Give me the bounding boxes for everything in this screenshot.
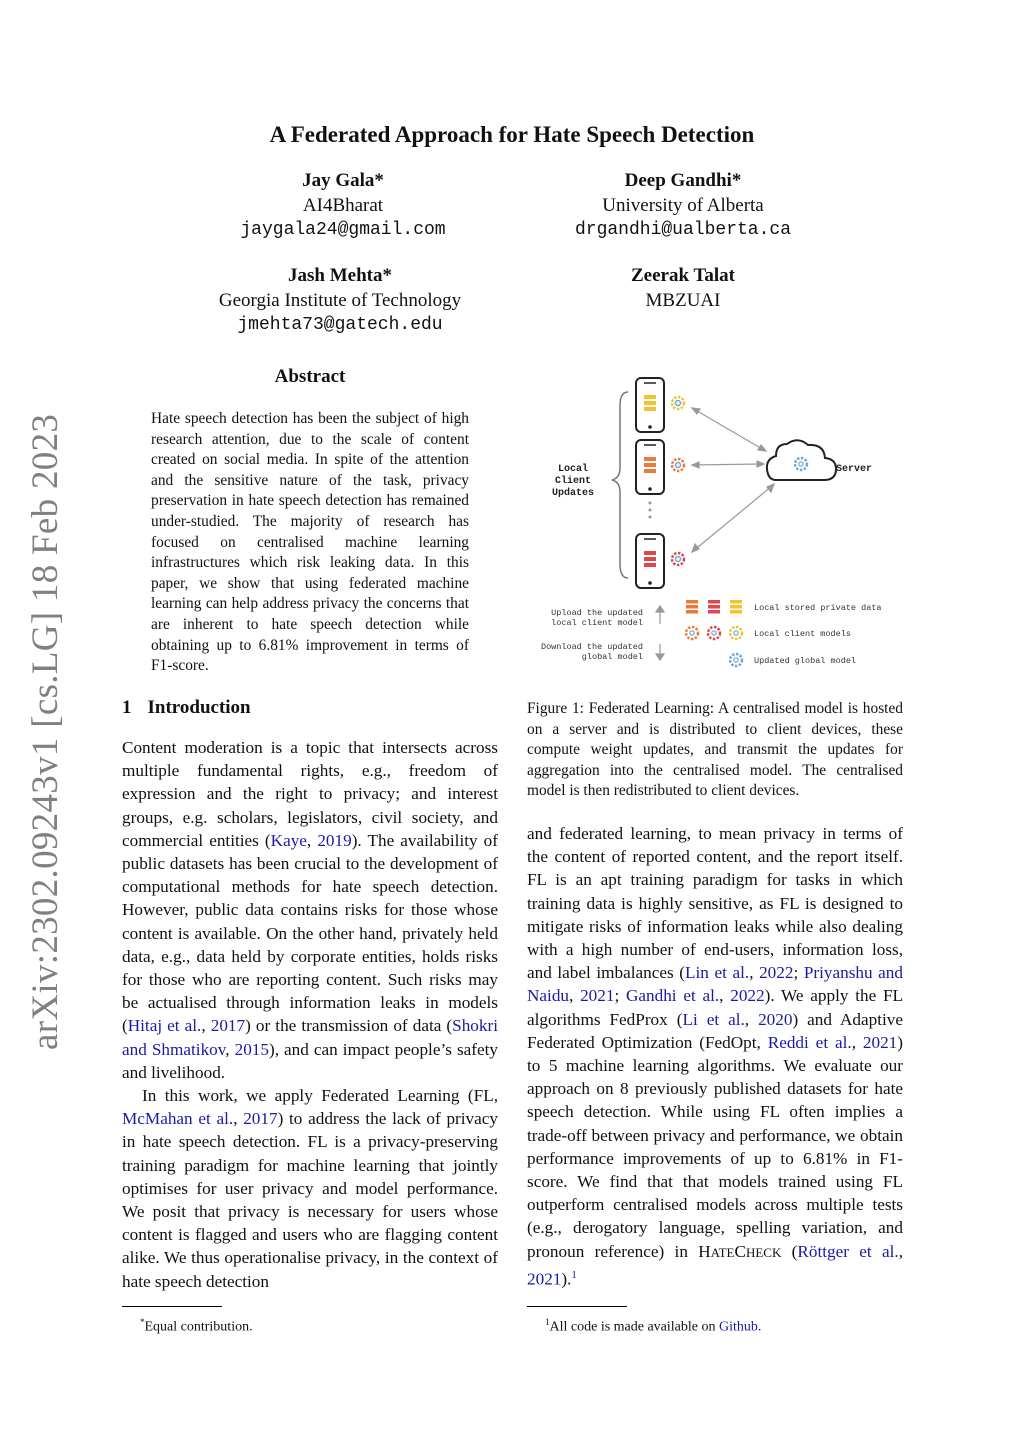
- section-heading: [122, 697, 251, 719]
- author-affiliation: AI4Bharat: [302, 195, 384, 216]
- legend-upload: local client model: [551, 618, 643, 628]
- author-block-1: [163, 168, 523, 243]
- client-model-gear-icons: [686, 627, 742, 639]
- phone-icon: [636, 534, 664, 588]
- author-block-4: [503, 263, 863, 313]
- author-email[interactable]: jmehta73@gatech.edu: [237, 315, 443, 335]
- citation-link[interactable]: McMahan et al.: [122, 1109, 234, 1129]
- global-model-gear-icon: [730, 654, 742, 666]
- citation-year-link[interactable]: 2021: [527, 1269, 562, 1289]
- footnote-rule: [122, 1306, 222, 1307]
- intro-left-column: [122, 736, 498, 1293]
- intro-right-column: [527, 822, 903, 1291]
- citation-link[interactable]: Gandhi et al.: [625, 986, 720, 1006]
- phone-icon: [636, 440, 664, 494]
- author-affiliation: University of Alberta: [602, 195, 764, 216]
- citation-link[interactable]: Röttger et al.: [797, 1241, 899, 1261]
- server-label: Server: [836, 464, 873, 475]
- citation-year-link[interactable]: 2021: [862, 1032, 898, 1052]
- author-affiliation: Georgia Institute of Technology: [218, 290, 462, 311]
- data-stack-icons: [686, 600, 742, 614]
- citation-link[interactable]: Shokri and Shmatikov: [122, 1016, 498, 1059]
- author-affiliation: MBZUAI: [645, 290, 721, 311]
- footnote-marker[interactable]: 1: [571, 1268, 577, 1281]
- author-name: Deep Gandhi*: [624, 170, 742, 191]
- paper-title: A Federated Approach for Hate Speech Detection: [269, 122, 755, 147]
- footnote-rule: [527, 1306, 627, 1307]
- federated-learning-figure: [540, 372, 900, 672]
- author-name: Jash Mehta*: [288, 265, 392, 286]
- citation-link[interactable]: Hitaj et al.: [127, 1016, 202, 1036]
- legend-private-data: Local stored private data: [754, 603, 882, 613]
- intro-paragraph-2-cont: and federated learning, to mean privacy in terms of the content of reported content, and the report itself. FL is an apt training paradigm for tasks in which training data is highly sensitive, as FL is designed to mitigate risks of information leaks while also dealing with a high number of end-users, information loss, and label imbalances (Lin et al., 2022; Priyanshu and Naidu, 2021; Gandhi et al., 2022). We apply the FL algorithms FedProx (Li et al., 2020) and Adaptive Federated Optimization (FedOpt, Reddi et al., 2021) to 5 machine learning algorithms. We evaluate our approach on 8 previously published datasets for hate speech detection. While using FL often implies a trade-off between privacy and performance, we obtain performance improvements of up to 6.81% in F1-score. We find that that models trained using FL outperform centralised models across multiple tests (e.g., derogatory language, spelling variation, and pronoun reference) in HATECHECK (Röttger et al., 2021).$^1$: [527, 824, 904, 1289]
- gear-icon: [672, 553, 684, 565]
- arrows: [692, 408, 774, 552]
- hatecheck-name: HATECHECK: [698, 1241, 782, 1261]
- gear-icon: [672, 397, 684, 409]
- gear-icon: [672, 459, 684, 471]
- author-name: Jay Gala*: [302, 170, 384, 191]
- author-block-3: [160, 263, 520, 338]
- citation-year-link[interactable]: 2020: [758, 1009, 793, 1029]
- citation-link[interactable]: Priyanshu and Naidu: [527, 963, 903, 1006]
- footnote-code: $^1$All code is made available on Github.: [545, 1317, 762, 1335]
- citation-year-link[interactable]: 2017: [243, 1109, 278, 1129]
- abstract-text: Hate speech detection has been the subject of high research attention, due to the scale of content created on social media. In spite of the attention and the sensitive nature of the task, privacy preservation in hate speech detection has remained under-studied. The majority of research has focused on centralised machine learning infrastructures which risk leaking data. In this paper, we show that using federated machine learning can help address privacy the concerns that are inherent to hate speech detection while obtaining up to 6.81% improvement in terms of F1-score.: [151, 410, 469, 675]
- footnote-equal-contribution: *Equal contribution.: [140, 1317, 253, 1335]
- arrow-up-icon: [656, 606, 664, 624]
- legend-global-model: Updated global model: [754, 656, 857, 666]
- legend-client-models: Local client models: [754, 629, 851, 639]
- phone-icon: [636, 378, 664, 432]
- legend-download: global model: [581, 652, 643, 662]
- legend-download: Download the updated: [540, 642, 643, 652]
- author-email[interactable]: jaygala24@gmail.com: [240, 220, 446, 240]
- local-client-label: Local: [557, 464, 589, 475]
- intro-paragraph-1: Content moderation is a topic that intersects across multiple fundamental rights, e.g., freedom of expression and the right to privacy; and interest groups, e.g. scholars, legislators, civil society, and commercial entities (Kaye, 2019). The availability of public datasets has been crucial to the development of computational methods for hate speech detection. However, public data contains risks for those whose content is available. On the other hand, privately held data, e.g., data held by corporate entities, holds risks for those who are reporting content. Such risks may be actualised through information leaks in models (Hitaj et al., 2017) or the transmission of data (Shokri and Shmatikov, 2015), and can impact people’s safety and livelihood.: [122, 738, 498, 1082]
- local-client-label: Client: [554, 476, 592, 487]
- arrow-down-icon: [656, 644, 664, 660]
- author-email[interactable]: drgandhi@ualberta.ca: [574, 220, 792, 240]
- section-title: Introduction: [147, 697, 251, 718]
- section-number: 1: [122, 697, 132, 718]
- arxiv-stamp: arXiv:2302.09243v1 [cs.LG] 18 Feb 2023: [25, 413, 66, 1050]
- citation-year-link[interactable]: 2022: [759, 963, 794, 983]
- brace: [612, 392, 628, 578]
- citation-year-link[interactable]: 2017: [210, 1016, 246, 1036]
- legend-upload: Upload the updated: [551, 608, 643, 618]
- citation-link[interactable]: Reddi et al.: [767, 1032, 852, 1052]
- author-block-2: [503, 168, 863, 243]
- citation-link[interactable]: Lin et al.: [685, 963, 750, 983]
- figure-caption: Figure 1: Federated Learning: A centralised model is hosted on a server and is distributed to client devices, these compute weight updates, and transmit the updates for aggregation into the centralised model. The centralised model is then redistributed to client devices.: [527, 700, 903, 800]
- citation-link[interactable]: Kaye: [270, 830, 307, 850]
- citation-year-link[interactable]: 2022: [730, 986, 765, 1006]
- author-name: Zeerak Talat: [631, 265, 735, 286]
- citation-year-link[interactable]: 2019: [317, 830, 352, 850]
- abstract-heading: Abstract: [274, 366, 346, 387]
- cloud-icon: [767, 440, 836, 480]
- citation-year-link[interactable]: 2015: [234, 1039, 269, 1059]
- local-client-label: Updates: [551, 488, 595, 499]
- citation-year-link[interactable]: 2021: [580, 986, 615, 1006]
- intro-paragraph-2: In this work, we apply Federated Learning (FL, McMahan et al., 2017) to address the lack of privacy in hate speech detection. FL is a privacy-preserving training paradigm for machine learning that jointly optimises for user privacy and model performance. We posit that privacy is necessary for users whose content is flagged and users who are flagging content alike. We thus operationalise privacy, in the context of hate speech detection: [122, 1086, 498, 1291]
- github-link[interactable]: Github: [719, 1319, 758, 1335]
- citation-link[interactable]: Li et al.: [682, 1009, 745, 1029]
